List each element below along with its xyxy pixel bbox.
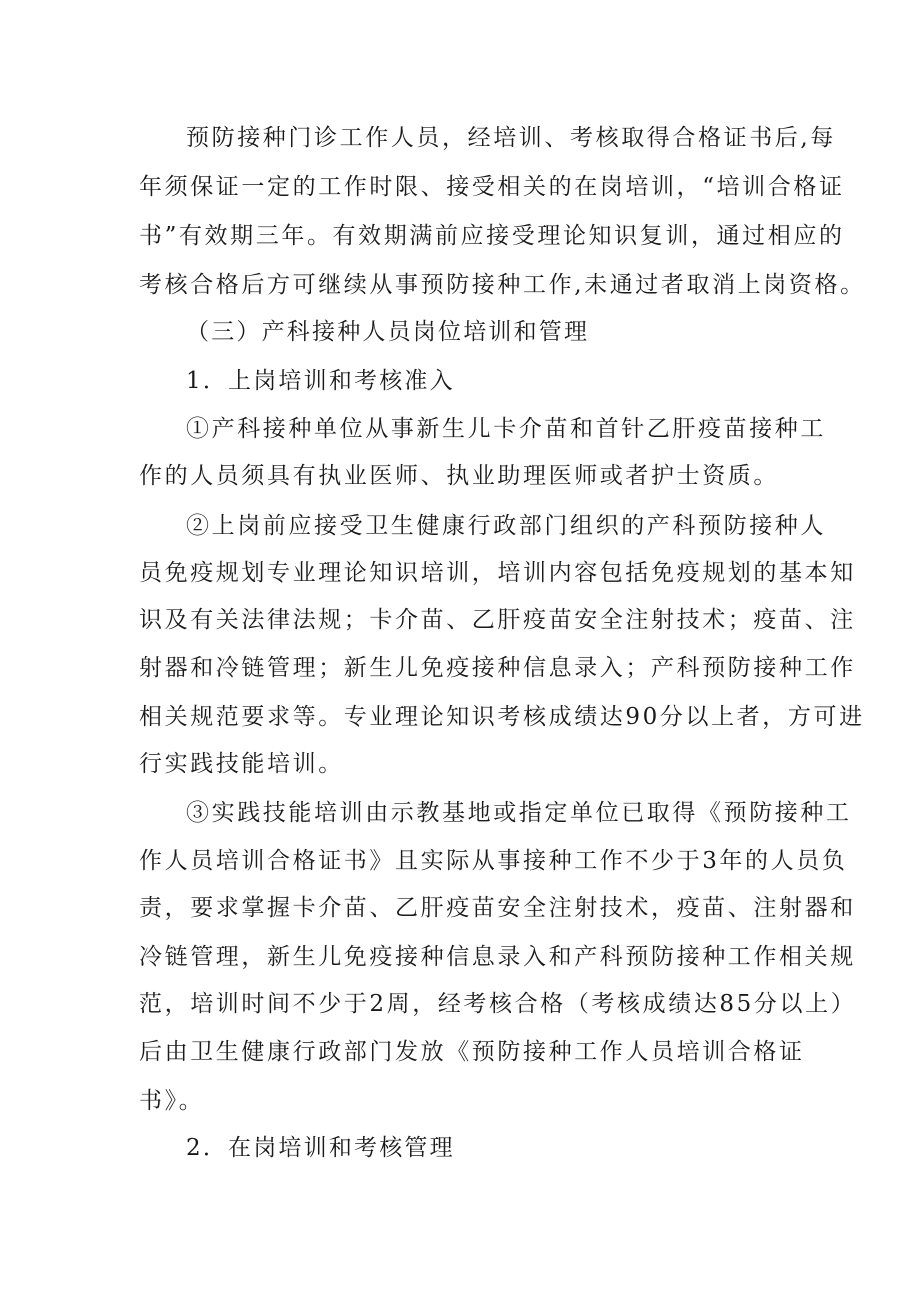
paragraph-line: 范，培训时间不少于2周，经考核合格（考核成绩达85分以上） [139,991,857,1017]
paragraph-line: 行实践技能培训。 [139,751,344,777]
paragraph-line: 相关规范要求等。专业理论知识考核成绩达90分以上者，方可进 [139,704,865,730]
section-heading: （三）产科接种人员岗位培训和管理 [186,319,590,345]
paragraph-line: 预防接种门诊工作人员，经培训、考核取得合格证书后,每 [186,125,836,151]
paragraph-line: 识及有关法律法规；卡介苗、乙肝疫苗安全注射技术；疫苗、注 [139,607,856,633]
subsection-heading: 2．在岗培训和考核管理 [186,1135,455,1161]
paragraph-line: 后由卫生健康行政部门发放《预防接种工作人员培训合格证 [139,1039,805,1065]
paragraph-line: 书》。 [139,1088,205,1114]
paragraph-line: 书”有效期三年。有效期满前应接受理论知识复训，通过相应的 [139,223,845,249]
paragraph-line: ②上岗前应接受卫生健康行政部门组织的产科预防接种人 [186,513,826,539]
paragraph-line: 员免疫规划专业理论知识培训，培训内容包括免疫规划的基本知 [139,560,856,586]
paragraph-line: 作人员培训合格证书》且实际从事接种工作不少于3年的人员负 [139,848,848,874]
subsection-heading: 1．上岗培训和考核准入 [186,368,455,394]
paragraph-line: 年须保证一定的工作时限、接受相关的在岗培训，“培训合格证 [139,174,845,200]
paragraph-line: ①产科接种单位从事新生儿卡介苗和首针乙肝疫苗接种工 [186,416,826,442]
paragraph-line: 冷链管理，新生儿免疫接种信息录入和产科预防接种工作相关规 [139,944,856,970]
paragraph-line: 责，要求掌握卡介苗、乙肝疫苗安全注射技术，疫苗、注射器和 [139,895,856,921]
paragraph-line: ③实践技能培训由示教基地或指定单位已取得《预防接种工 [186,800,852,826]
paragraph-line: 作的人员须具有执业医师、执业助理医师或者护士资质。 [139,463,779,489]
paragraph-line: 射器和冷链管理；新生儿免疫接种信息录入；产科预防接种工作 [139,655,856,681]
paragraph-line: 考核合格后方可继续从事预防接种工作,未通过者取消上岗资格。 [139,272,866,298]
